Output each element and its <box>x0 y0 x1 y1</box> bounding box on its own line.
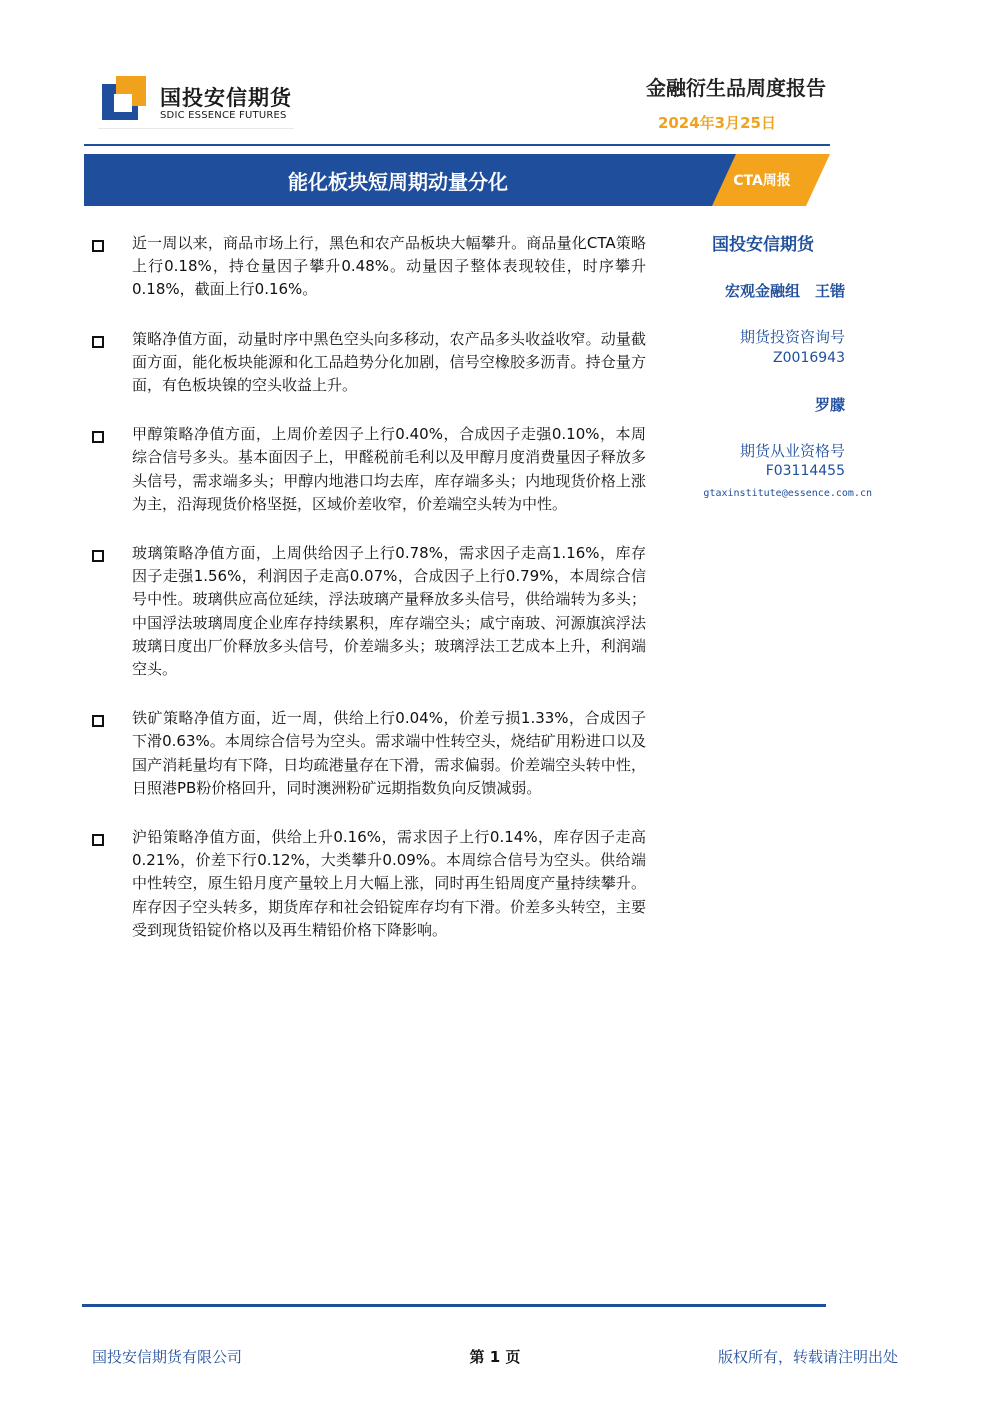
list-item <box>86 542 646 681</box>
square-bullet-icon <box>92 550 104 562</box>
logo-chinese-name: 国投安信期货 <box>160 86 292 110</box>
banner-title: 能化板块短周期动量分化 <box>288 170 508 194</box>
list-item <box>86 328 646 398</box>
paragraph-text: 策略净值方面，动量时序中黑色空头向多移动，农产品多头收益收窄。动量截面方面，能化板块能源和化工品趋势分化加剧，信号空橡胶多沥青。持仓量方面，有色板块镍的空头收益上升。 <box>132 329 646 395</box>
footer-company: 国投安信期货有限公司 <box>92 1348 243 1366</box>
sidebar-group-author: 宏观金融组 王锴 <box>724 282 845 300</box>
logo-mark-icon <box>102 76 146 120</box>
report-date: 2024年3月25日 <box>657 114 776 132</box>
paragraph-text: 近一周以来，商品市场上行，黑色和农产品板块大幅攀升。商品量化CTA策略上行0.18%，持仓量因子攀升0.48%。动量因子整体表现较佳，时序攀升0.18%，截面上行0.16%。 <box>132 234 646 299</box>
sidebar-qualification-label: 期货从业资格号 <box>739 442 845 460</box>
sidebar-consult-id: Z0016943 <box>773 350 845 366</box>
company-logo <box>98 70 308 130</box>
square-bullet-icon <box>92 834 104 846</box>
list-item <box>86 707 646 800</box>
list-item <box>86 232 646 302</box>
report-title: 金融衍生品周度报告 <box>646 76 826 100</box>
sidebar-company: 国投安信期货 <box>712 235 814 255</box>
sidebar-author-name: 罗朦 <box>814 396 845 414</box>
square-bullet-icon <box>92 240 104 252</box>
footer-rule <box>82 1304 826 1307</box>
square-bullet-icon <box>92 715 104 727</box>
square-bullet-icon <box>92 336 104 348</box>
report-body <box>86 232 646 968</box>
paragraph-text: 玻璃策略净值方面，上周供给因子上行0.78%，需求因子走高1.16%，库存因子走强1.56%，利润因子走高0.07%，合成因子上行0.79%，本周综合信号中性。玻璃供应高位延续，浮法玻璃产量释放多头信号，供给端转为多头；中国浮法玻璃周度企业库存持续累积，库存端空头；咸宁南玻、河源旗滨浮法玻璃日度出厂价释放多头信号，价差端多头；玻璃浮法工艺成本上升，利润端空头。 <box>132 544 646 679</box>
paragraph-text: 铁矿策略净值方面，近一周，供给上行0.04%，价差亏损1.33%，合成因子下滑0.63%。本周综合信号为空头。需求端中性转空头，烧结矿用粉进口以及国产消耗量均有下降，日均疏港量存在下滑，需求偏弱。价差端空头转中性，日照港PB粉价格回升，同时澳洲粉矿远期指数负向反馈减弱。 <box>132 709 646 797</box>
paragraph-text: 沪铅策略净值方面，供给上升0.16%，需求因子上行0.14%，库存因子走高0.21%，价差下行0.12%，大类攀升0.09%。本周综合信号为空头。供给端中性转空，原生铅月度产量较上月大幅上涨，同时再生铅周度产量持续攀升。库存因子空头转多，期货库存和社会铅锭库存均有下滑。价差多头转空，主要受到现货铅锭价格以及再生精铅价格下降影响。 <box>132 828 646 939</box>
sidebar-email[interactable]: gtaxinstitute@essence.com.cn <box>703 488 872 499</box>
header-rule <box>84 144 830 146</box>
title-banner <box>84 154 830 206</box>
logo-english-name: SDIC ESSENCE FUTURES <box>160 110 287 121</box>
sidebar-qualification-id: F03114455 <box>765 463 845 479</box>
banner-tag: CTA周报 <box>733 173 791 189</box>
square-bullet-icon <box>92 431 104 443</box>
footer-copyright: 版权所有，转载请注明出处 <box>717 1348 898 1366</box>
paragraph-text: 甲醇策略净值方面，上周价差因子上行0.40%，合成因子走强0.10%，本周综合信号多头。基本面因子上，甲醛税前毛利以及甲醇月度消费量因子释放多头信号，需求端多头；甲醇内地港口均去库，库存端多头；内地现货价格上涨为主，沿海现货价格坚挺，区域价差收窄，价差端空头转为中性。 <box>132 425 646 513</box>
logo-divider <box>98 128 294 129</box>
page-number: 第 1 页 <box>469 1348 521 1366</box>
list-item <box>86 826 646 942</box>
sidebar-consult-label: 期货投资咨询号 <box>739 328 845 346</box>
list-item <box>86 423 646 516</box>
